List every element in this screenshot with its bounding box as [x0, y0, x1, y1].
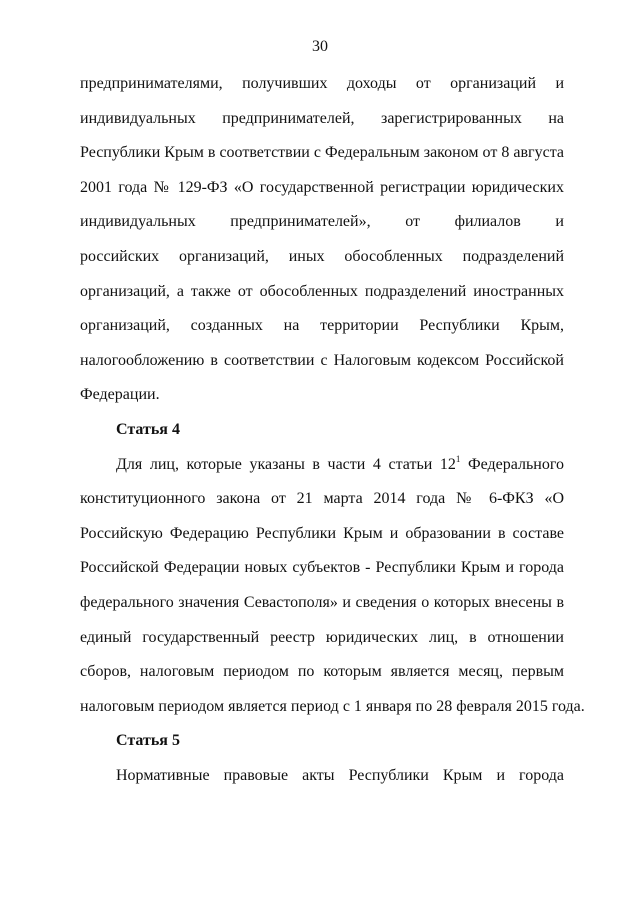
text-line: конституционного закона от 21 марта 2014 года № 6-ФКЗ «О: [80, 490, 564, 508]
text-line: Российскую Федерацию Республики Крым и образовании в составе: [80, 524, 564, 542]
text-line: Нормативные правовые акты Республики Крым и города: [116, 766, 564, 784]
text-line: индивидуальных предпринимателей», от филиалов и: [80, 213, 564, 231]
text-line: организаций, созданных на территории Республики Крым,: [80, 317, 564, 335]
superscript: 1: [455, 453, 461, 464]
text-line: Российской Федерации новых субъектов - Республики Крым и города: [80, 559, 564, 577]
text-line: налогообложению в соответствии с Налоговым кодексом Российской: [80, 351, 564, 369]
text-line: организаций, а также от обособленных подразделений иностранных: [80, 282, 564, 300]
article-heading: Статья 4: [116, 420, 180, 438]
article-heading: Статья 5: [116, 732, 180, 750]
paragraph: [80, 67, 564, 413]
text-line: Федерации.: [80, 386, 160, 404]
text-line: российских организаций, иных обособленных подразделений: [80, 247, 564, 265]
text-line: единый государственный реестр юридических лиц, в отношении: [80, 628, 564, 646]
text-line: индивидуальных предпринимателей, зарегистрированных на: [80, 109, 564, 127]
text-line: налоговым периодом является период с 1 января по 28 февраля 2015 года.: [80, 697, 585, 715]
text-line: Республики Крым в соответствии с Федеральным законом от 8 августа: [80, 144, 564, 162]
text-line: Для лиц, которые указаны в части 4 статьи $12^1$ Федерального: [116, 453, 564, 473]
paragraph: [80, 448, 585, 725]
text-line: федерального значения Севастополя» и сведения о которых внесены в: [80, 593, 564, 611]
text-line: 2001 года № 129-ФЗ «О государственной регистрации юридических: [80, 178, 564, 196]
text-line: сборов, налоговым периодом по которым является месяц, первым: [80, 663, 564, 681]
page-number: 30: [312, 38, 328, 55]
text-line: предпринимателями, получивших доходы от организаций и: [80, 75, 564, 92]
document-body: [80, 67, 585, 793]
paragraph: [80, 759, 564, 794]
